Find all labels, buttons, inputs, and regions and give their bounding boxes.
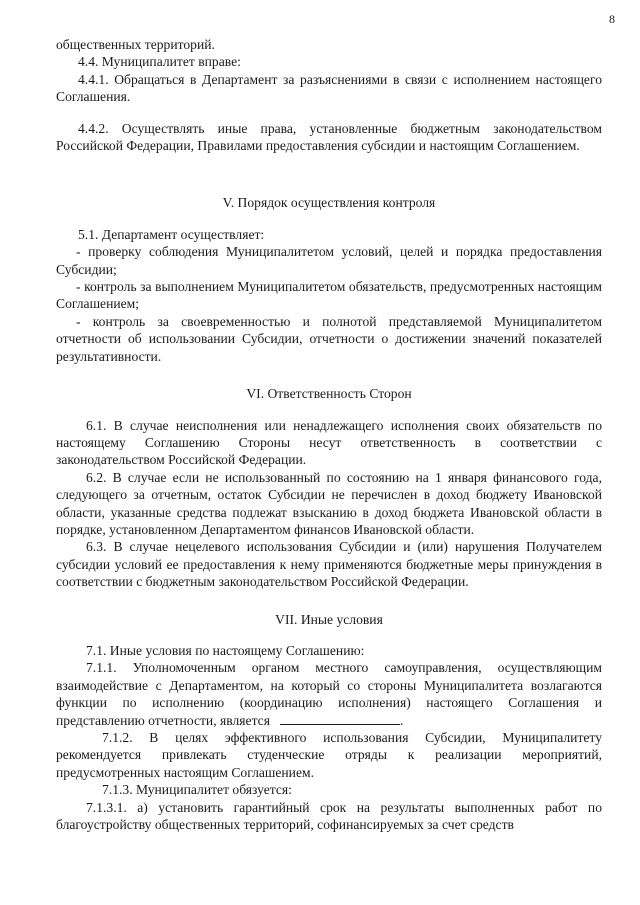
- page-number: 8: [609, 12, 615, 26]
- paragraph-4-4-1: 4.4.1. Обращаться в Департамент за разъяснениями в связи с исполнением настоящего Соглашения.: [56, 71, 602, 105]
- paragraph-7-1-1: [56, 659, 602, 729]
- list-item-5-1-b: - контроль за выполнением Муниципалитетом обязательств, предусмотренных настоящим Соглашением;: [56, 279, 602, 312]
- paragraph-6-3: 6.3. В случае нецелевого использования Субсидии и (или) нарушения Получателем субсидии условий ее предоставления к нему применяются бюджетные меры принуждения в соответствии с бюджетным законодательством Российской Федерации.: [56, 539, 602, 590]
- authority-blank-line: [280, 724, 400, 725]
- paragraph-7-1-3: 7.1.3. Муниципалитет обязуется:: [102, 782, 292, 798]
- paragraph-intro-tail: общественных территорий.: [56, 37, 215, 52]
- list-item-5-1-a: - проверку соблюдения Муниципалитетом условий, целей и порядка предоставления Субсидии;: [56, 244, 602, 277]
- list-item-5-1-c: - контроль за своевременностью и полнотой представляемой Муниципалитетом отчетности об использовании Субсидии, отчетности о достижении значений показателей результативности.: [56, 313, 602, 364]
- paragraph-6-2: 6.2. В случае если не использованный по состоянию на 1 января финансового года, следующего за отчетным, остаток Субсидии не перечислен в доход бюджету Ивановской области, указанные средства подлежат взысканию в доход бюджета Ивановской области в порядке, установленном Департаментом финансов Ивановской области.: [56, 469, 602, 537]
- paragraph-7-1-1-text: 7.1.1. Уполномоченным органом местного самоуправления, осуществляющим взаимодействие с Департаментом, на который со стороны Муниципалитета возлагаются функции по исполнению (координацию исполнения) настоящего Соглашения и представлению отчетности, является: [56, 660, 602, 728]
- paragraph-7-1-3-1: 7.1.3.1. а) установить гарантийный срок на результаты выполненных работ по благоустройству общественных территорий, софинансируемых за счет средств: [56, 799, 602, 833]
- paragraph-7-1: 7.1. Иные условия по настоящему Соглашению:: [86, 642, 365, 658]
- section-7-title: VII. Иные условия: [275, 611, 383, 627]
- paragraph-4-4: 4.4. Муниципалитет вправе:: [78, 54, 241, 70]
- section-5-title: V. Порядок осуществления контроля: [222, 195, 436, 211]
- paragraph-6-1: 6.1. В случае неисполнения или ненадлежащего исполнения своих обязательств по настоящему Соглашению Стороны несут ответственность в соответствии с законодательством Российской Федерации.: [56, 417, 602, 468]
- paragraph-7-1-1-end: .: [399, 712, 404, 728]
- section-6-title: VI. Ответственность Сторон: [246, 386, 412, 402]
- document-body: [56, 36, 602, 833]
- paragraph-7-1-2: 7.1.2. В целях эффективного использования Субсидии, Муниципалитету рекомендуется привлекать студенческие отряды к реализации мероприятий, предусмотренных настоящим Соглашением.: [56, 730, 602, 780]
- paragraph-4-4-2: 4.4.2. Осуществлять иные права, установленные бюджетным законодательством Российской Федерации, Правилами предоставления субсидии и настоящим Соглашением.: [56, 120, 602, 154]
- paragraph-5-1: 5.1. Департамент осуществляет:: [78, 226, 265, 242]
